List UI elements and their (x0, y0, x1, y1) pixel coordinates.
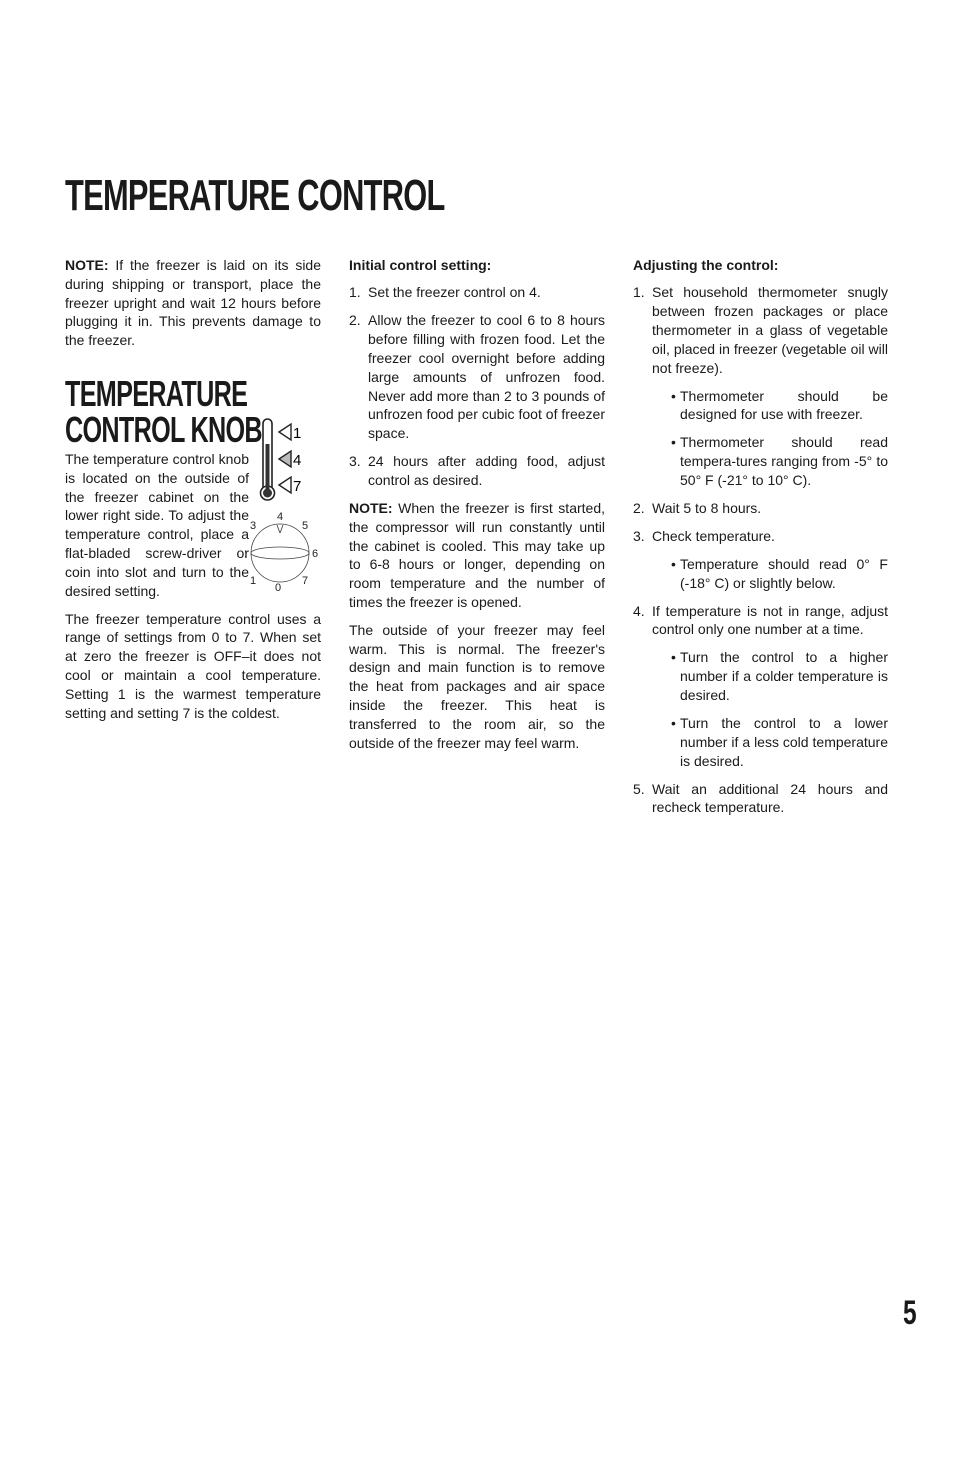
knob-section (65, 424, 321, 600)
dial-label-4: 4 (277, 510, 284, 523)
settings-range-text: The freezer temperature control uses a range of settings from 0 to 7. When set at zero the freezer is OFF–it does not cool or maintain a cool temperature. Setting 1 is the warmest temperature setting and setting 7 is the coldest. (65, 610, 321, 721)
list-item: 2. Wait 5 to 8 hours. (633, 499, 762, 516)
note-label: NOTE: (65, 257, 109, 273)
dial-label-3: 3 (250, 519, 257, 532)
list-item: 4. If temperature is not in range, adjust control only one number at a time. • Turn the control to a higher number if a colder temperature is desired. • Turn the control to a lower number if a less cold temperature is desired. (633, 602, 888, 769)
dial-label-0: 0 (275, 581, 282, 591)
bullet-item: • Turn the control to a higher number if a colder temperature is desired. (671, 649, 888, 704)
dial-label-6: 6 (312, 547, 319, 560)
dial-label-1: 1 (250, 574, 257, 587)
bullet-item: • Temperature should read 0° F (-18° C) or slightly below. (671, 555, 888, 591)
setting-marker-7 (279, 477, 301, 495)
initial-setting-heading: Initial control setting: (349, 257, 492, 273)
setting-marker-4 (279, 451, 301, 469)
bullet-item: • Thermometer should be designed for use with freezer. (671, 387, 888, 423)
outside-warm-text: The outside of your freezer may feel warm. This is normal. The freezer's design and main function is to remove the heat from packages and air space inside the freezer. This heat is transferred to the room air, so the outside of the freezer may feel warm. (349, 621, 605, 751)
list-item: 2. Allow the freezer to cool 6 to 8 hours before filling with frozen food. Let the freezer cool overnight before adding large amounts of unfrozen food. Never add more than 2 to 3 pounds of unfrozen food per cubic foot of freezer space. (349, 312, 605, 442)
column-2 (349, 256, 605, 762)
control-dial-icon (251, 524, 309, 582)
column-3 (633, 256, 888, 826)
initial-steps-list (349, 283, 605, 489)
bullet-item: • Thermometer should read tempera-tures ranging from -5° to 50° F (-21° to 10° C). (671, 434, 888, 488)
dial-label-2 (245, 548, 246, 560)
page-title: TEMPERATURE CONTROL (65, 171, 445, 220)
thermo-label-1: 1 (293, 424, 302, 442)
adjusting-heading: Adjusting the control: (633, 257, 779, 273)
setting-marker-1 (279, 424, 301, 442)
knob-location-text: The temperature control knob is located on the outside of the freezer cabinet on the lower right side. To adjust the temperature control, place a flat-bladed screw-driver or coin into slot and turn to the desired setting. (65, 450, 249, 599)
list-item: 5. Wait an additional 24 hours and recheck temperature. (633, 780, 888, 816)
shipping-note (65, 256, 321, 350)
list-item: 3. 24 hours after adding food, adjust control as desired. (349, 453, 605, 488)
dial-label-7: 7 (302, 574, 309, 587)
compressor-note (349, 499, 605, 612)
thermometer-icon (261, 419, 275, 500)
note-label: NOTE: (349, 499, 393, 516)
dial-label-5: 5 (302, 519, 309, 532)
note-text: When the freezer is first started, the compressor will run constantly until the cabinet is cooled. This may take up to 6-8 hours or longer, depending on room temperature and the number of times the freezer is opened. (349, 499, 605, 610)
list-item: 3. Check temperature. • Temperature should read 0° F (-18° C) or slightly below. (633, 527, 888, 591)
list-item: 1. Set household thermometer snugly between frozen packages or place thermometer in a glass of vegetable oil, placed in freezer (vegetable oil will not freeze). • Thermometer should be designed for use with freezer. • Thermometer should read tempera-tures ranging from -5° to 50° F (-21° to 10° C). (633, 284, 888, 488)
column-1 (65, 256, 321, 732)
thermo-label-4: 4 (293, 451, 302, 469)
list-item: 1. Set the freezer control on 4. (349, 284, 541, 301)
note-text: If the freezer is laid on its side during shipping or transport, place the freezer upright and wait 12 hours before plugging it in. This prevents damage to the freezer. (65, 257, 321, 349)
bullet-item: • Turn the control to a lower number if a less cold temperature is desired. (671, 715, 888, 769)
page-number: 5 (903, 1294, 917, 1332)
adjusting-steps-list (633, 283, 888, 817)
section-title-knob: TEMPERATURE CONTROL KNOB (65, 372, 262, 450)
thermometer-dial-illustration (245, 416, 325, 591)
thermo-label-7: 7 (293, 477, 302, 495)
